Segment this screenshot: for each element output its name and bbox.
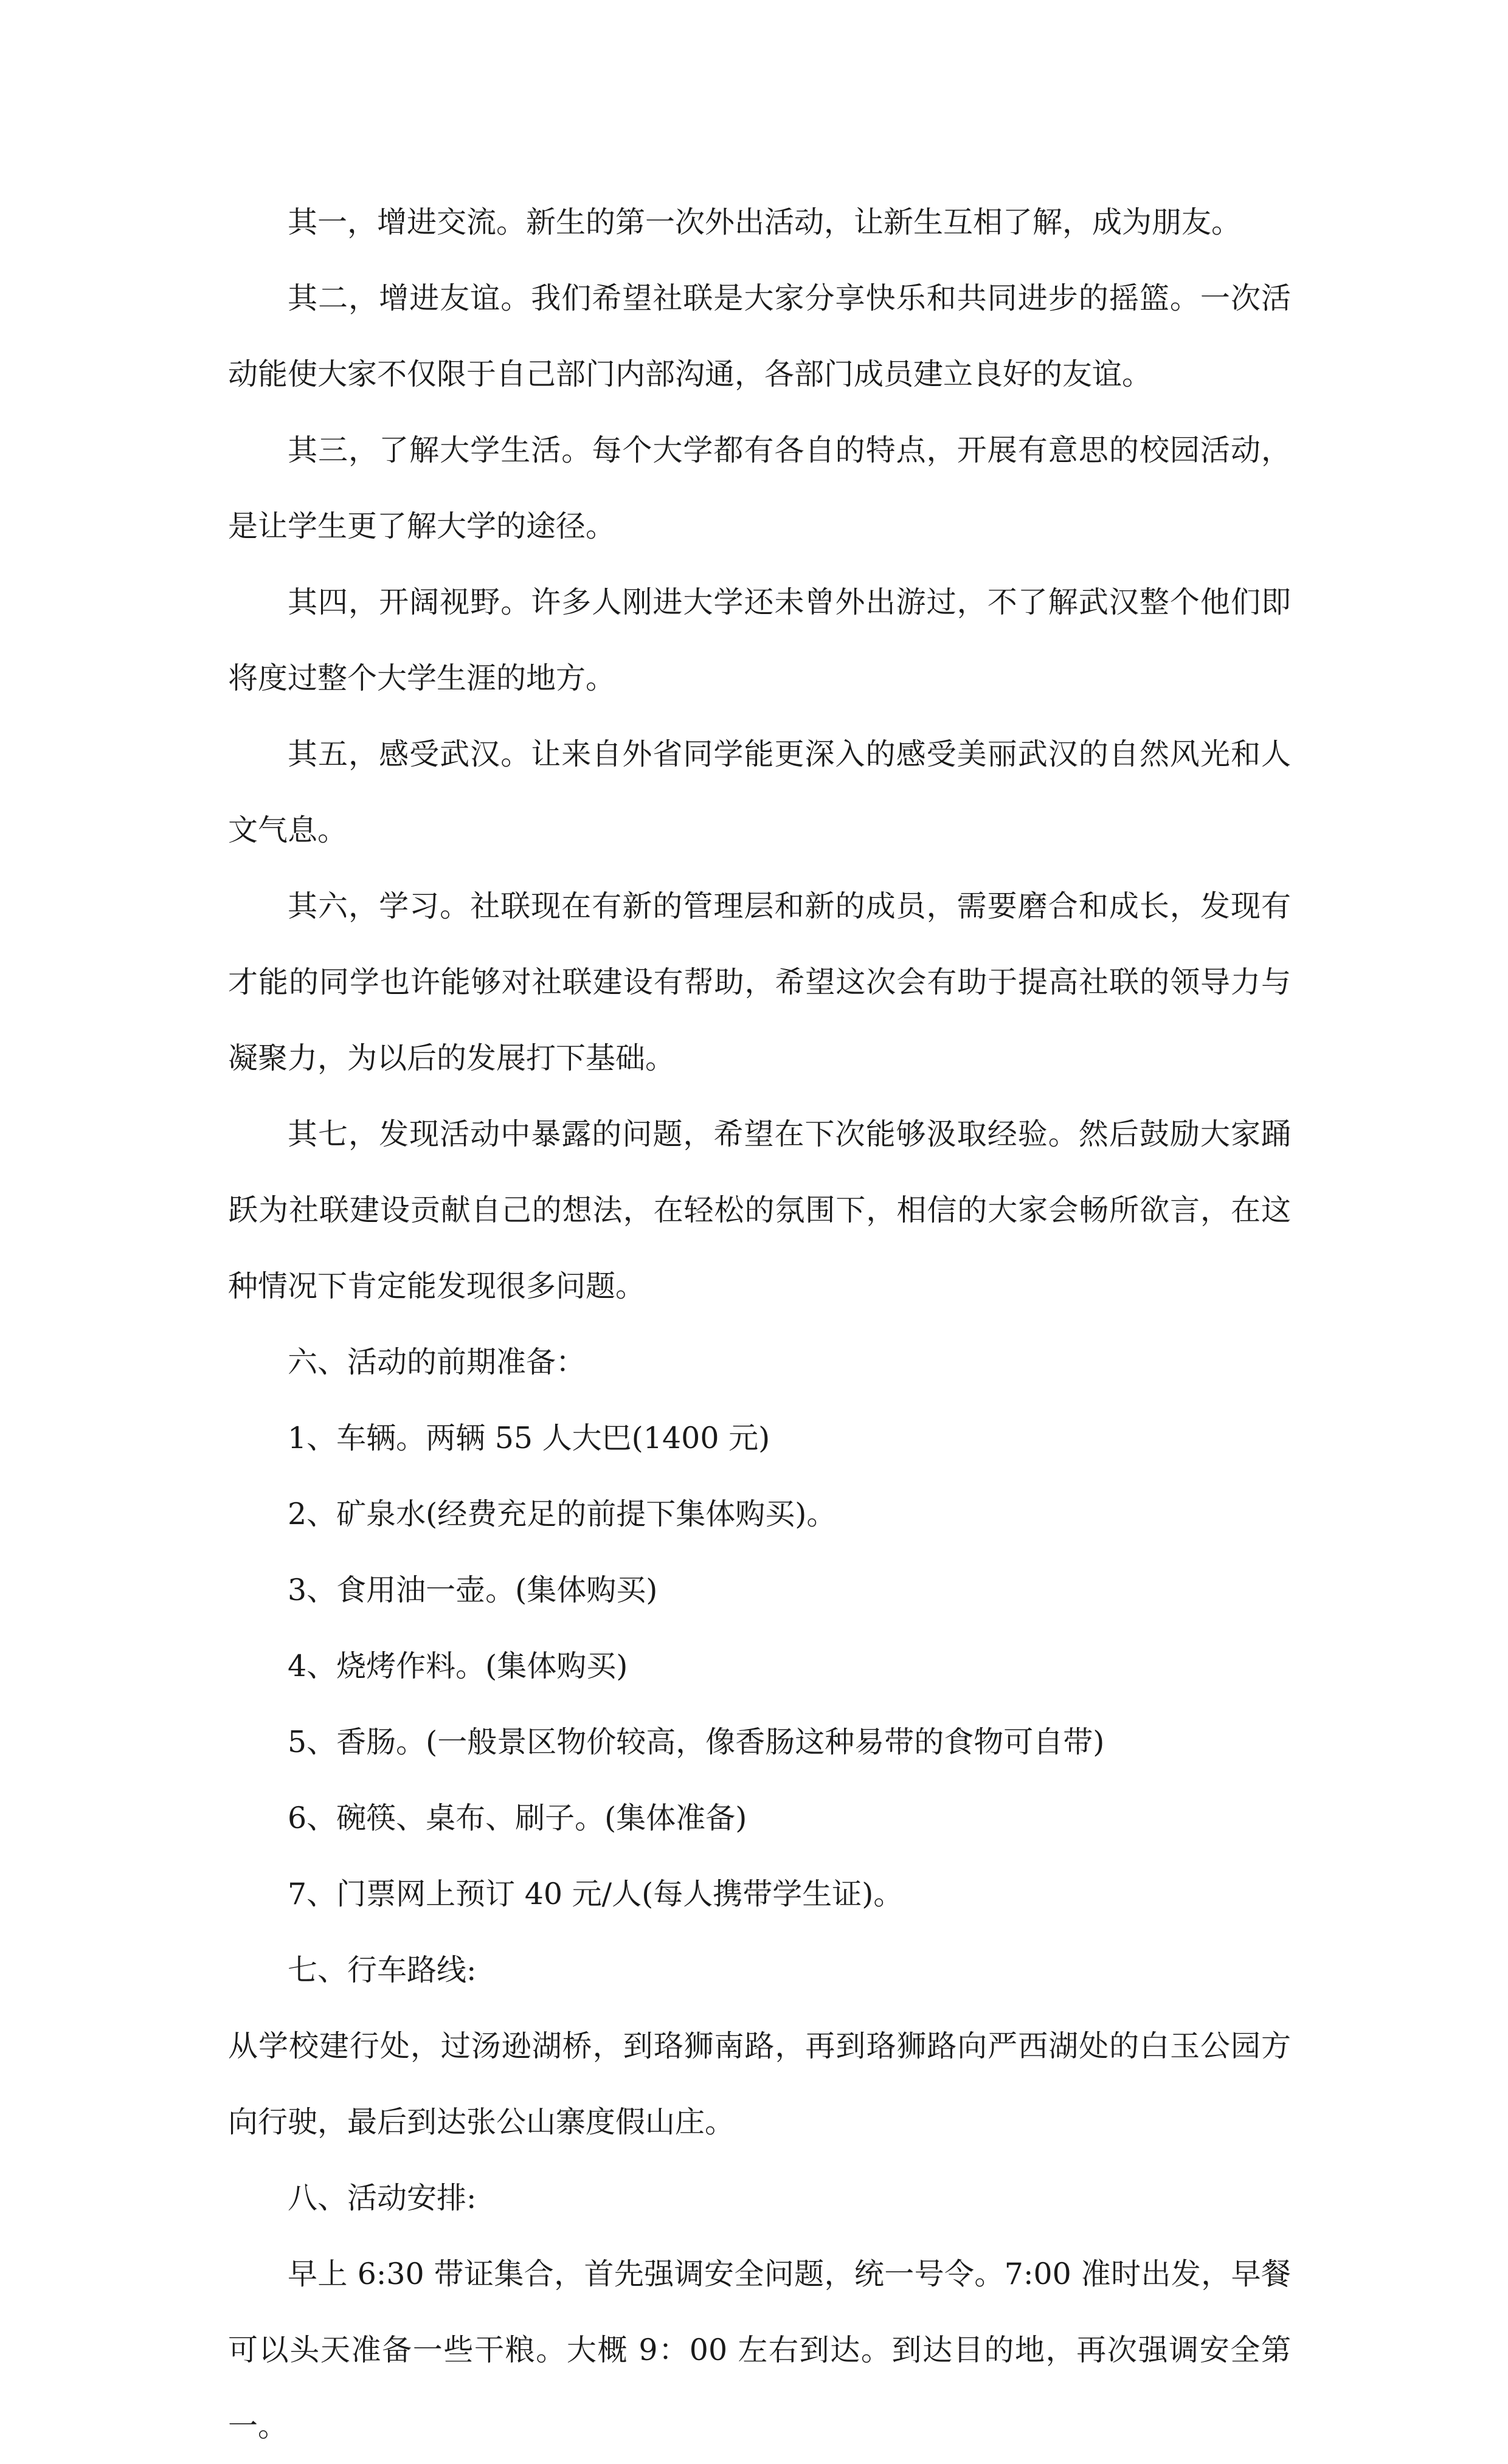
list-item-water: 2、矿泉水(经费充足的前提下集体购买)。 xyxy=(288,1497,837,1531)
list-item-sausage: 5、香肠。(一般景区物价较高，像香肠这种易带的食物可自带) xyxy=(288,1725,1105,1759)
paragraph-schedule: 早上 6:30 带证集合，首先强调安全问题，统一号令。7:00 准时出发，早餐可以头天准备一些干粮。大概 9：00 左右到达。到达目的地，再次强调安全第一。 xyxy=(228,2257,1291,2443)
paragraph-goal-3: 其三，了解大学生活。每个大学都有各自的特点，开展有意思的校园活动，是让学生更了解大学的途径。 xyxy=(228,433,1291,544)
paragraph-route: 从学校建行处，过汤逊湖桥，到珞狮南路，再到珞狮路向严西湖处的白玉公园方向行驶，最后到达张公山寨度假山庄。 xyxy=(228,2029,1291,2139)
paragraph-goal-5: 其五，感受武汉。让来自外省同学能更深入的感受美丽武汉的自然风光和人文气息。 xyxy=(228,737,1291,847)
paragraph-goal-6: 其六，学习。社联现在有新的管理层和新的成员，需要磨合和成长，发现有才能的同学也许能够对社联建设有帮助，希望这次会有助于提高社联的领导力与凝聚力，为以后的发展打下基础。 xyxy=(228,889,1291,1075)
paragraph-goal-4: 其四，开阔视野。许多人刚进大学还未曾外出游过，不了解武汉整个他们即将度过整个大学生涯的地方。 xyxy=(228,585,1291,695)
section-heading-preparation: 六、活动的前期准备： xyxy=(288,1345,586,1379)
document-body xyxy=(228,184,1291,2464)
list-item-utensils: 6、碗筷、桌布、刷子。(集体准备) xyxy=(288,1801,747,1835)
section-heading-route: 七、行车路线: xyxy=(288,1953,477,1987)
paragraph-goal-7: 其七，发现活动中暴露的问题，希望在下次能够汲取经验。然后鼓励大家踊跃为社联建设贡献自己的想法，在轻松的氛围下，相信的大家会畅所欲言，在这种情况下肯定能发现很多问题。 xyxy=(228,1117,1291,1303)
list-item-seasoning: 4、烧烤作料。(集体购买) xyxy=(288,1649,628,1683)
section-heading-schedule: 八、活动安排: xyxy=(288,2181,477,2215)
list-item-vehicles: 1、车辆。两辆 55 人大巴(1400 元) xyxy=(288,1421,770,1455)
paragraph-goal-2: 其二，增进友谊。我们希望社联是大家分享快乐和共同进步的摇篮。一次活动能使大家不仅限于自己部门内部沟通，各部门成员建立良好的友谊。 xyxy=(228,281,1291,392)
list-item-tickets: 7、门票网上预订 40 元/人(每人携带学生证)。 xyxy=(288,1877,904,1911)
list-item-oil: 3、食用油一壶。(集体购买) xyxy=(288,1573,658,1607)
paragraph-goal-1: 其一，增进交流。新生的第一次外出活动，让新生互相了解，成为朋友。 xyxy=(288,205,1242,240)
